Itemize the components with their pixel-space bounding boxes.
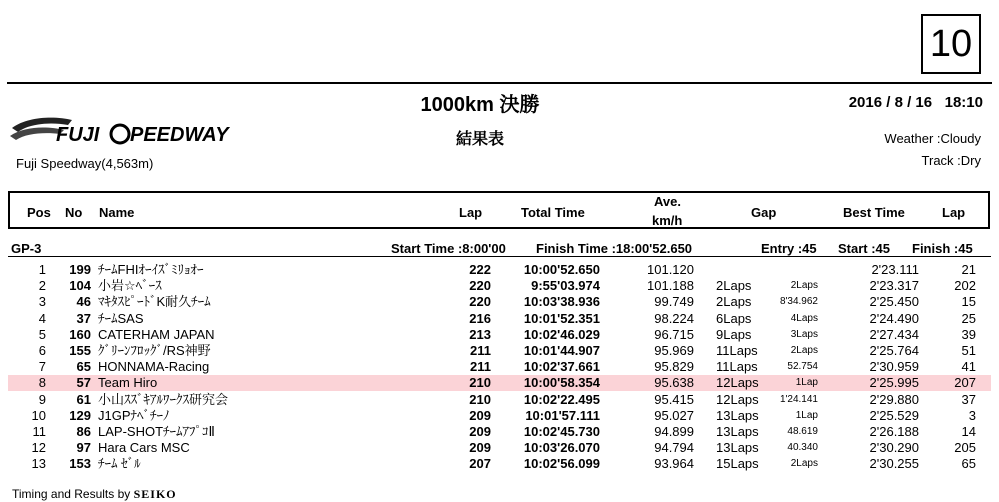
- cell-best: 2'23.317: [869, 278, 919, 294]
- cell-gap2: 1Lap: [795, 409, 818, 421]
- cell-best: 2'23.111: [871, 262, 919, 277]
- group-finish-count: Finish :45: [912, 241, 973, 256]
- table-row: [8, 327, 991, 343]
- weather-info: Weather :Cloudy: [884, 131, 981, 146]
- cell-gap: 15Laps: [716, 456, 759, 472]
- cell-blap: 37: [961, 391, 976, 407]
- cell-gap: 13Laps: [716, 407, 759, 423]
- cell-ave: 95.829: [654, 359, 694, 375]
- cell-name: ﾏｷﾀｽﾋﾟｰﾄﾞK耐久ﾁｰﾑ: [98, 294, 211, 310]
- cell-lap: 207: [469, 456, 491, 472]
- cell-name: LAP-SHOTﾁｰﾑｱﾌﾟｺⅡ: [98, 424, 215, 439]
- cell-gap: 13Laps: [716, 424, 759, 439]
- cell-pos: 11: [32, 424, 46, 439]
- header-name: Name: [99, 205, 135, 220]
- cell-lap: 220: [469, 278, 491, 294]
- cell-gap2: 2Laps: [790, 280, 818, 292]
- logo-text: FUJI: [56, 124, 100, 146]
- cell-name: 小岩☆ﾍﾞｰｽ: [98, 278, 162, 294]
- cell-ave: 95.415: [654, 391, 694, 407]
- table-row: [8, 359, 991, 375]
- cell-gap: 12Laps: [716, 391, 759, 407]
- cell-blap: 21: [961, 262, 976, 277]
- top-rule: [7, 82, 992, 84]
- cell-name: ﾁｰﾑFHIｵｰｲｽﾞﾐﾘｮｵｰ: [98, 262, 204, 277]
- track-condition: Track :Dry: [921, 153, 981, 168]
- page-number: 10: [921, 14, 981, 74]
- cell-blap: 3: [968, 407, 976, 423]
- table-row: [8, 456, 991, 472]
- cell-gap: 9Laps: [716, 326, 752, 342]
- cell-name: 小山ｽｽﾞｷｱﾙﾜｰｸｽ研究会: [98, 391, 229, 407]
- cell-best: 2'26.188: [869, 424, 919, 439]
- cell-name: ﾁｰﾑ ｾﾞﾙ: [98, 456, 141, 472]
- cell-gap2: 4Laps: [790, 312, 818, 324]
- cell-best: 2'27.434: [869, 326, 919, 342]
- timing-credit-text: Timing and Results by: [12, 487, 131, 501]
- column-header-box: [8, 191, 990, 229]
- cell-lap: 222: [469, 262, 491, 277]
- cell-best: 2'29.880: [869, 391, 919, 407]
- cell-gap2: 48.619: [787, 426, 818, 437]
- cell-best: 2'25.529: [869, 407, 919, 423]
- cell-no: 97: [76, 440, 91, 456]
- cell-blap: 51: [961, 343, 976, 358]
- cell-lap: 211: [470, 343, 491, 358]
- cell-best: 2'25.995: [869, 375, 919, 391]
- cell-total: 9:55'03.974: [531, 278, 600, 294]
- cell-blap: 202: [954, 278, 976, 294]
- table-row: [8, 440, 991, 456]
- cell-no: 199: [69, 262, 91, 277]
- cell-ave: 95.638: [654, 375, 694, 391]
- group-start-time: Start Time :8:00'00: [391, 241, 506, 256]
- cell-gap2: 8'34.962: [779, 296, 818, 308]
- header-ave-unit: km/h: [652, 213, 683, 228]
- cell-gap2: 3Laps: [790, 328, 818, 340]
- venue-name: Fuji Speedway(4,563m): [16, 156, 154, 171]
- cell-lap: 209: [469, 407, 491, 423]
- cell-blap: 65: [961, 456, 976, 472]
- fuji-speedway-logo: [8, 114, 266, 150]
- group-class: GP-3: [11, 241, 42, 256]
- cell-gap2: 40.340: [787, 442, 818, 454]
- header-lap: Lap: [459, 205, 483, 220]
- cell-pos: 5: [38, 326, 46, 342]
- cell-lap: 211: [470, 359, 491, 375]
- cell-total: 10:02'45.730: [523, 424, 600, 439]
- cell-best: 2'30.255: [869, 456, 919, 472]
- cell-ave: 95.969: [654, 343, 694, 358]
- cell-gap: 2Laps: [716, 278, 752, 294]
- cell-no: 160: [69, 326, 91, 342]
- cell-lap: 209: [469, 440, 491, 456]
- table-row: [8, 375, 991, 391]
- cell-lap: 209: [469, 424, 491, 439]
- cell-pos: 6: [38, 343, 46, 358]
- cell-no: 46: [76, 294, 91, 310]
- cell-pos: 8: [38, 375, 46, 391]
- cell-total: 10:02'22.495: [523, 391, 600, 407]
- cell-blap: 15: [961, 294, 976, 310]
- cell-best: 2'25.764: [869, 343, 919, 358]
- header-ave: Ave.: [654, 194, 681, 209]
- cell-pos: 4: [38, 310, 46, 326]
- table-row: [8, 294, 991, 310]
- cell-gap: 13Laps: [716, 440, 759, 456]
- cell-total: 10:01'44.907: [523, 343, 600, 358]
- cell-lap: 210: [469, 391, 491, 407]
- cell-ave: 95.027: [654, 407, 694, 423]
- table-row: [8, 424, 991, 440]
- table-row: [8, 343, 991, 359]
- header-best-time: Best Time: [843, 205, 905, 220]
- cell-total: 10:02'46.029: [523, 326, 600, 342]
- cell-name: J1GPﾅﾍﾞﾁｰﾉ: [98, 407, 170, 423]
- cell-ave: 93.964: [654, 456, 694, 472]
- cell-blap: 205: [954, 440, 976, 456]
- cell-name: Team Hiro: [98, 375, 158, 391]
- header-best-lap: Lap: [942, 205, 966, 220]
- seiko-logo: SEIKO: [133, 487, 177, 501]
- cell-total: 10:00'58.354: [523, 375, 600, 391]
- cell-ave: 101.188: [647, 278, 694, 294]
- report-subtitle: 結果表: [455, 131, 504, 148]
- cell-name: HONNAMA-Racing: [98, 359, 210, 375]
- cell-ave: 96.715: [654, 326, 694, 342]
- cell-gap: 12Laps: [716, 375, 759, 391]
- cell-pos: 10: [31, 407, 46, 423]
- cell-pos: 12: [31, 440, 46, 456]
- cell-no: 65: [76, 359, 91, 375]
- cell-blap: 25: [961, 310, 976, 326]
- table-row: [8, 311, 991, 327]
- cell-name: Hara Cars MSC: [98, 440, 190, 456]
- table-row: [8, 278, 991, 294]
- header-no: No: [65, 205, 83, 220]
- cell-best: 2'24.490: [869, 310, 919, 326]
- cell-gap: 11Laps: [716, 343, 758, 358]
- group-entry: Entry :45: [761, 241, 817, 256]
- group-finish-time: Finish Time :18:00'52.650: [536, 241, 693, 256]
- header-total-time: Total Time: [521, 205, 585, 220]
- cell-ave: 99.749: [654, 294, 694, 310]
- group-start-count: Start :45: [838, 241, 891, 256]
- cell-no: 61: [76, 391, 91, 407]
- cell-pos: 3: [38, 294, 46, 310]
- cell-name: CATERHAM JAPAN: [98, 326, 215, 342]
- cell-total: 10:02'56.099: [523, 456, 600, 472]
- cell-pos: 7: [38, 359, 46, 375]
- cell-gap2: 2Laps: [790, 458, 818, 470]
- table-row: [8, 392, 991, 408]
- cell-total: 10:02'37.661: [523, 359, 600, 375]
- cell-lap: 210: [469, 375, 491, 391]
- cell-gap2: 2Laps: [790, 345, 818, 356]
- table-row: [8, 408, 991, 424]
- cell-lap: 216: [469, 310, 491, 326]
- cell-no: 57: [76, 375, 91, 391]
- cell-no: 129: [69, 407, 91, 423]
- cell-best: 2'30.290: [869, 440, 919, 456]
- table-row: [8, 262, 991, 278]
- cell-gap2: 1'24.141: [779, 393, 818, 405]
- cell-pos: 1: [38, 262, 46, 277]
- cell-no: 104: [69, 278, 91, 294]
- cell-gap: 11Laps: [716, 359, 758, 375]
- timing-credit: [12, 487, 177, 502]
- cell-name: ﾁｰﾑSAS: [98, 310, 144, 326]
- cell-gap2: 1Lap: [795, 377, 818, 389]
- cell-ave: 94.794: [654, 440, 694, 456]
- cell-best: 2'25.450: [869, 294, 919, 310]
- cell-lap: 213: [469, 326, 491, 342]
- cell-gap: 2Laps: [716, 294, 752, 310]
- cell-no: 86: [76, 424, 91, 439]
- cell-no: 153: [69, 456, 91, 472]
- cell-pos: 2: [38, 278, 46, 294]
- cell-lap: 220: [469, 294, 491, 310]
- cell-best: 2'30.959: [869, 359, 919, 375]
- cell-ave: 94.899: [654, 424, 694, 439]
- cell-total: 10:03'38.936: [523, 294, 600, 310]
- cell-total: 10:00'52.650: [523, 262, 600, 277]
- cell-no: 155: [69, 343, 91, 358]
- cell-gap: 6Laps: [716, 310, 752, 326]
- cell-no: 37: [76, 310, 91, 326]
- cell-pos: 9: [38, 391, 46, 407]
- cell-blap: 39: [961, 326, 976, 342]
- cell-blap: 41: [961, 359, 976, 375]
- cell-name: ｸﾞﾘｰﾝﾌﾛｯｸﾞ/RS神野: [98, 343, 211, 358]
- cell-total: 10:01'52.351: [523, 310, 600, 326]
- cell-ave: 98.224: [654, 310, 694, 326]
- header-gap: Gap: [751, 205, 777, 220]
- report-datetime: 2016 / 8 / 16 18:10: [848, 94, 983, 111]
- svg-text:PEEDWAY: PEEDWAY: [130, 124, 229, 146]
- race-title: 1000km 決勝: [420, 94, 540, 116]
- cell-blap: 207: [954, 375, 976, 391]
- cell-pos: 13: [31, 456, 46, 472]
- cell-ave: 101.120: [647, 262, 694, 277]
- cell-blap: 14: [961, 424, 976, 439]
- cell-total: 10:03'26.070: [523, 440, 600, 456]
- header-pos: Pos: [27, 205, 51, 220]
- cell-total: 10:01'57.111: [525, 407, 600, 423]
- cell-gap2: 52.754: [787, 361, 818, 373]
